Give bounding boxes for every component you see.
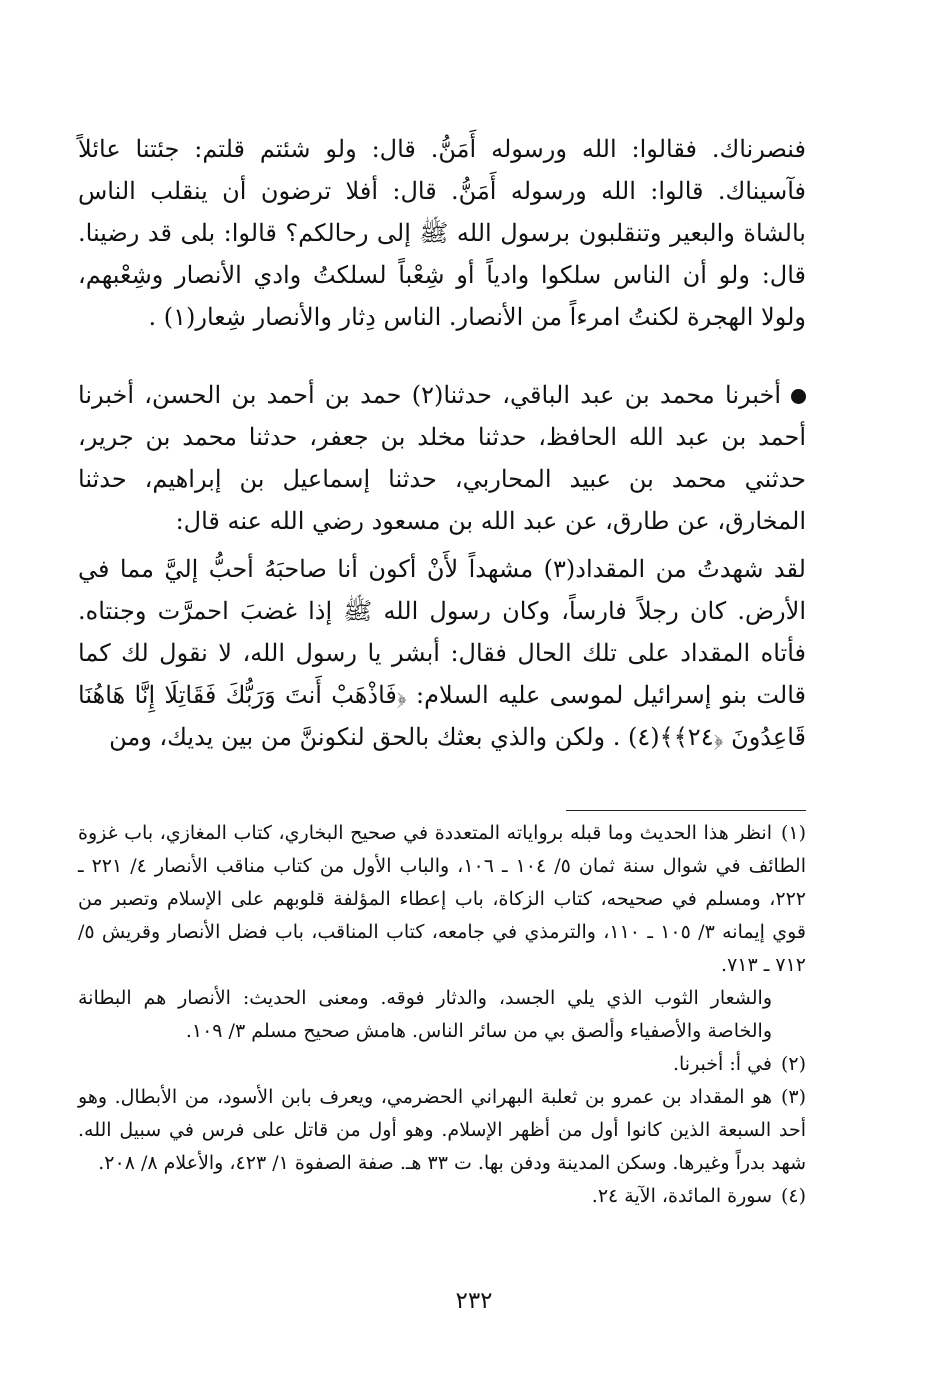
footnotes (78, 810, 806, 1213)
footnote-text: في أ: أخبرنا. (672, 1053, 772, 1075)
footnote-text: سورة المائدة، الآية ٢٤. (591, 1185, 772, 1207)
footnote-number: (٢) (780, 1053, 806, 1075)
bullet-icon (791, 389, 806, 404)
footnote-text: انظر هذا الحديث وما قبله برواياته المتعددة في صحيح البخاري، كتاب المغازي، باب غزوة الطائف في شوال سنة ثمان ٥/ ١٠٤ ـ ١٠٦، والباب الأول من كتاب مناقب الأنصار ٤/ ٢٢١ ـ ٢٢٢، ومسلم في صحيحه، كتاب الزكاة، باب إعطاء المؤلفة قلوبهم على الإسلام وتصبر من قوي إيمانه ٣/ ١٠٥ ـ ١١٠، والترمذي في جامعه، كتاب المناقب، باب فضل الأنصار وقريش ٥/ ٧١٢ ـ ٧١٣. (78, 822, 806, 976)
paragraph-1: فنصرناك. فقالوا: الله ورسوله أَمَنُّ. قال: ولو شئتم قلتم: جئتنا عائلاً فآسيناك. قالوا: الله ورسوله أَمَنُّ. قال: أفلا ترضون أن ينقلب الناس بالشاة والبعير وتنقلبون برسول الله ﷺ إلى رحالكم؟ قالوا: بلى قد رضينا. قال: ولو أن الناس سلكوا وادياً أو شِعْباً لسلكتُ وادي الأنصار وشِعْبهم، ولولا الهجرة لكنتُ امرءاً من الأنصار. الناس دِثار والأنصار شِعار(١) . (78, 135, 806, 331)
footnote-4 (78, 1180, 806, 1213)
paragraph-2-text: أخبرنا محمد بن عبد الباقي، حدثنا(٢) حمد بن أحمد بن الحسن، أخبرنا أحمد بن عبد الله الحافظ، حدثنا مخلد بن جعفر، حدثنا محمد بن جرير، حدثني محمد بن عبيد المحاربي، حدثنا إسماعيل بن إبراهيم، حدثنا المخارق، عن طارق، عن عبد الله بن مسعود رضي الله عنه قال: (78, 381, 807, 535)
paragraph-3: لقد شهدتُ من المقداد(٣) مشهداً لأَنْ أكون أنا صاحبَهُ أحبُّ إليَّ مما في الأرض. كان رجلاً فارساً، وكان رسول الله ﷺ إذا غضبَ احمرَّت وجنتاه. فأتاه المقداد على تلك الحال فقال: أبشر يا رسول الله، لا نقول لك كما قالت بنو إسرائيل لموسى عليه السلام: ﴿فَاذْهَبْ أَنتَ وَرَبُّكَ فَقَاتِلَا إِنَّا هَاهُنَا قَاعِدُونَ ﴿٢٤﴾﴾(٤) . ولكن والذي بعثك بالحق لنكوننَّ من بين يديك، ومن (78, 555, 806, 751)
footnote-1-continued (78, 982, 806, 1048)
footnote-text: والشعار الثوب الذي يلي الجسد، والدثار فوقه. ومعنى الحديث: الأنصار هم البطانة والخاصة والأصفياء وألصق بي من سائر الناس. هامش صحيح مسلم ٣/ ١٠٩. (78, 987, 772, 1042)
footnote-divider (566, 810, 806, 811)
footnote-text: هو المقداد بن عمرو بن ثعلبة البهراني الحضرمي، ويعرف بابن الأسود، من الأبطال. وهو أحد السبعة الذين كانوا أول من أظهر الإسلام. وهو أول من قاتل على فرس في سبيل الله. شهد بدراً وغيرها. وسكن المدينة ودفن بها. ت ٣٣ هـ. صفة الصفوة ١/ ٤٢٣، والأعلام ٨/ ٢٠٨. (78, 1086, 806, 1174)
page-number: ٢٣٢ (455, 1288, 493, 1314)
footnote-number: (٤) (780, 1185, 806, 1207)
footnote-2 (78, 1048, 806, 1081)
footnote-number: (١) (780, 822, 806, 844)
main-text (78, 128, 806, 758)
paragraph-2 (78, 374, 806, 542)
footnote-3 (78, 1081, 806, 1180)
footnote-number: (٣) (780, 1086, 806, 1108)
footnote-1 (78, 817, 806, 982)
